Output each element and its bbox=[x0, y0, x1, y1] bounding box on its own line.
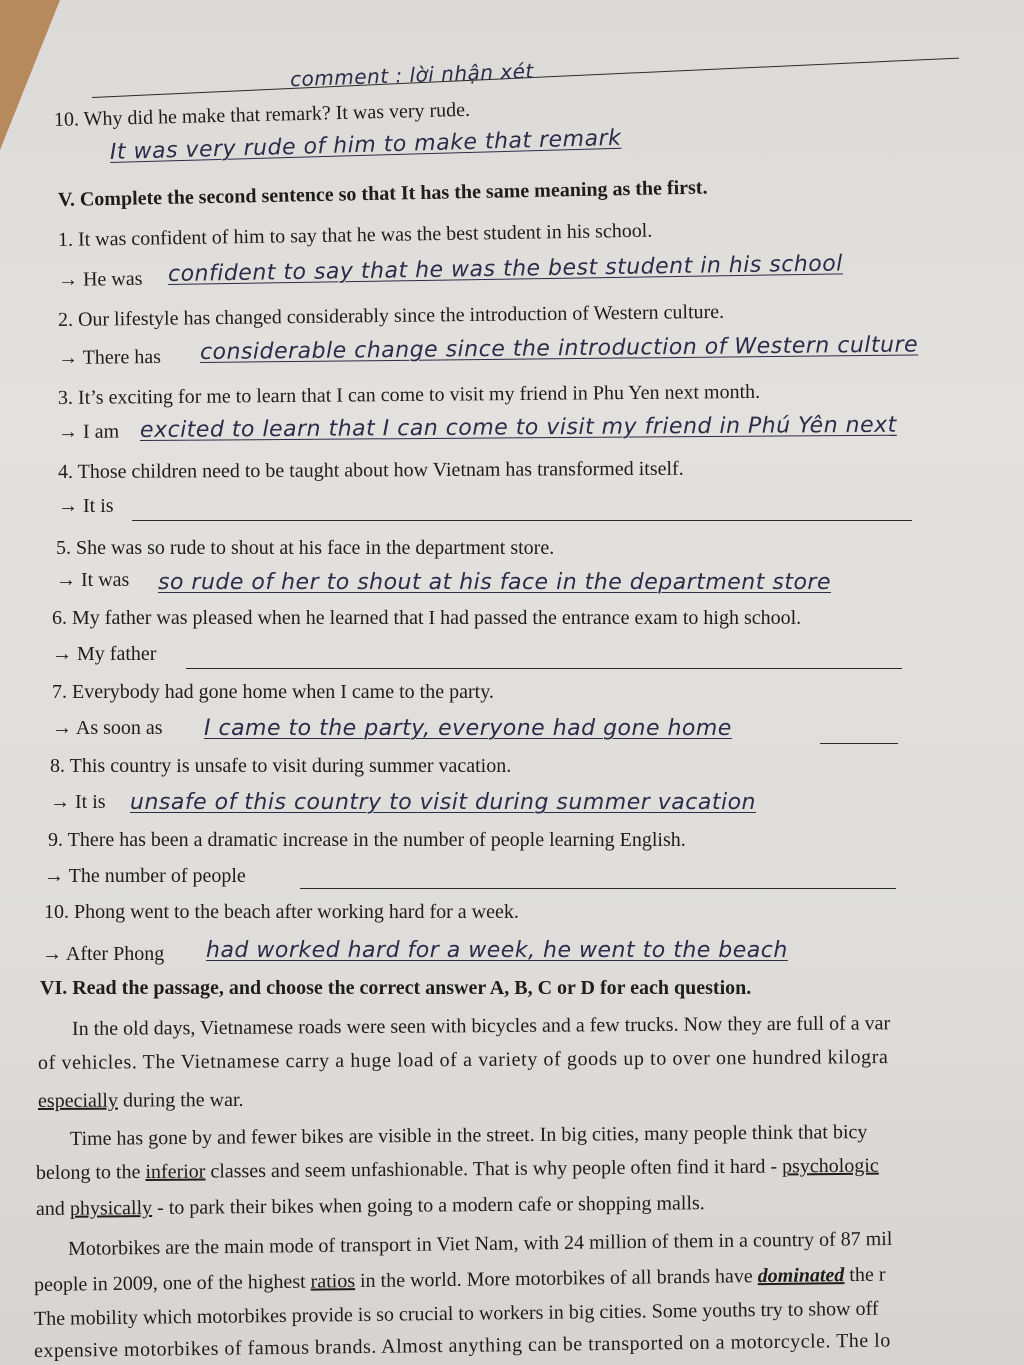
answer-10: had worked hard for a week, he went to the beach bbox=[206, 938, 788, 963]
prefix-8: → It is bbox=[50, 791, 106, 813]
underlined-word: psychologic bbox=[782, 1154, 879, 1178]
answer-line-7-tail bbox=[820, 743, 898, 744]
underlined-word: especially bbox=[37, 1089, 119, 1112]
answer-1: confident to say that he was the best student in his school bbox=[167, 251, 843, 287]
passage-p1-line3: especially during the war. bbox=[37, 1088, 244, 1112]
question-10: 10. Phong went to the beach after working hard for a week. bbox=[44, 901, 519, 923]
passage-p3-line2: people in 2009, one of the highest ratios in the world. More motorbikes of all brands have dominated the r bbox=[33, 1263, 886, 1296]
answer-5: so rude of her to shout at his face in the department store bbox=[158, 570, 831, 595]
underlined-word: ratios bbox=[310, 1270, 356, 1293]
section-5-heading: V. Complete the second sentence so that It has the same meaning as the first. bbox=[57, 176, 708, 211]
underlined-word: dominated bbox=[757, 1264, 845, 1288]
question-6: 6. My father was pleased when he learned that I had passed the entrance exam to high school. bbox=[52, 607, 802, 629]
passage-p3-line1: Motorbikes are the main mode of transport in Viet Nam, with 24 million of them in a country of 87 mil bbox=[67, 1227, 893, 1260]
answer-line-4 bbox=[132, 520, 912, 521]
prefix-1: → He was bbox=[57, 267, 143, 291]
question-4: 4. Those children need to be taught about how Vietnam has transformed itself. bbox=[57, 457, 684, 483]
passage-p2-line3: and physically - to park their bikes when going to a modern cafe or shopping malls. bbox=[35, 1192, 705, 1220]
passage-p3-line3: The mobility which motorbikes provide is so crucial to workers in big cities. Some youths try to show off bbox=[33, 1297, 879, 1330]
answer-3: excited to learn that I can come to visit my friend in Phú Yên next bbox=[139, 412, 897, 443]
underlined-word: physically bbox=[69, 1196, 153, 1220]
prefix-3: → I am bbox=[57, 420, 120, 443]
question-2: 2. Our lifestyle has changed considerably since the introduction of Western culture. bbox=[57, 300, 725, 331]
passage-p1-line1: In the old days, Vietnamese roads were seen with bicycles and a few trucks. Now they are full of a var bbox=[71, 1012, 891, 1040]
question-7: 7. Everybody had gone home when I came to the party. bbox=[52, 681, 494, 703]
handwritten-answer: It was very rude of him to make that remark bbox=[109, 125, 622, 165]
prefix-7: → As soon as bbox=[52, 717, 163, 739]
underlined-word: inferior bbox=[145, 1160, 206, 1184]
passage-p2-line2: belong to the inferior classes and seem unfashionable. That is why people often find it hard - psychologic bbox=[35, 1154, 879, 1184]
prefix-9: → The number of people bbox=[44, 865, 246, 887]
question-10-top: 10. Why did he make that remark? It was very rude. bbox=[53, 98, 471, 131]
answer-7: I came to the party, everyone had gone home bbox=[204, 716, 732, 741]
answer-8: unsafe of this country to visit during summer vacation bbox=[130, 790, 756, 815]
prefix-6: → My father bbox=[52, 643, 157, 665]
handwritten-note: comment : lời nhận xét bbox=[289, 58, 535, 92]
answer-line-6 bbox=[186, 668, 902, 669]
prefix-10: → After Phong bbox=[42, 943, 165, 965]
passage-p1-line2: of vehicles. The Vietnamese carry a huge load of a variety of goods up to over one hundred kilogra bbox=[37, 1046, 889, 1074]
question-9: 9. There has been a dramatic increase in the number of people learning English. bbox=[48, 829, 686, 851]
section-6-heading: VI. Read the passage, and choose the correct answer A, B, C or D for each question. bbox=[40, 977, 752, 999]
passage-p2-line1: Time has gone by and fewer bikes are visible in the street. In big cities, many people think that bicy bbox=[69, 1121, 868, 1150]
prefix-4: → It is bbox=[58, 495, 114, 517]
prefix-5: → It was bbox=[56, 569, 130, 591]
question-3: 3. It’s exciting for me to learn that I can come to visit my friend in Phu Yen next month. bbox=[57, 380, 761, 409]
answer-line-9 bbox=[300, 888, 896, 889]
question-5: 5. She was so rude to shout at his face in the department store. bbox=[56, 537, 555, 559]
question-8: 8. This country is unsafe to visit during summer vacation. bbox=[50, 755, 512, 777]
prefix-2: → There has bbox=[57, 345, 162, 369]
passage-p3-line4: expensive motorbikes of famous brands. Almost anything can be transported on a motorcycle. The lo bbox=[33, 1329, 891, 1362]
question-1: 1. It was confident of him to say that he was the best student in his school. bbox=[57, 219, 653, 251]
answer-2: considerable change since the introduction of Western culture bbox=[199, 332, 919, 365]
